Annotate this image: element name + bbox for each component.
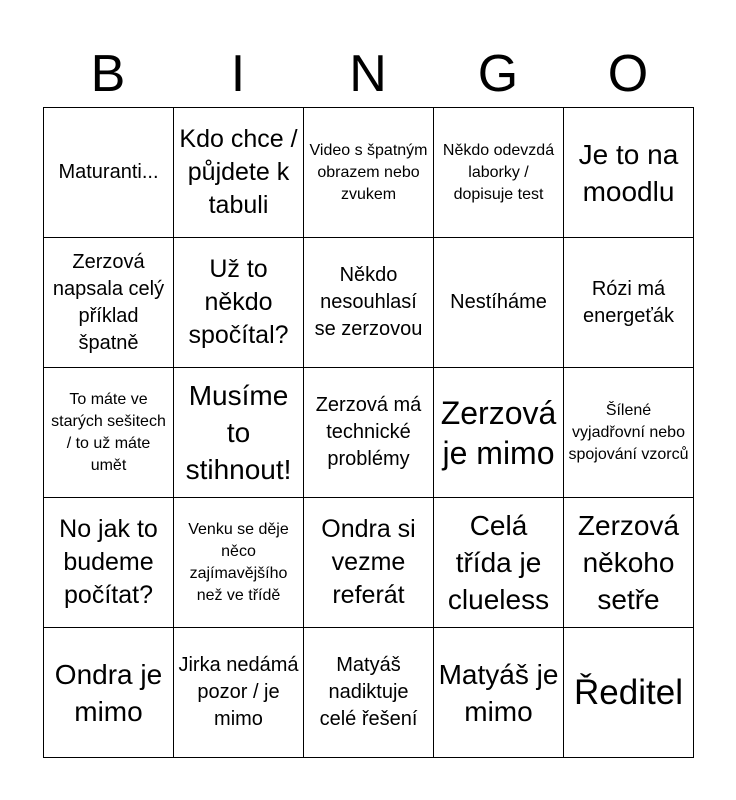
bingo-cell-r3c4[interactable]: [434, 368, 564, 498]
cell-text: Zerzová je mimo: [440, 394, 557, 471]
bingo-cell-r3c2[interactable]: [174, 368, 304, 498]
bingo-card: [43, 107, 694, 758]
bingo-cell-r5c4[interactable]: [434, 628, 564, 758]
bingo-cell-r1c3[interactable]: [304, 108, 434, 238]
header-letter-g: G: [477, 45, 519, 103]
header-letter-n: N: [349, 45, 387, 103]
cell-text: Už to někdo spočítal?: [188, 255, 289, 349]
bingo-cell-r4c1[interactable]: [44, 498, 174, 628]
cell-text: Celá třída je clueless: [447, 510, 550, 615]
cell-text: Video s špatným obrazem nebo zvukem: [309, 141, 428, 203]
cell-text: Zerzová má technické problémy: [315, 394, 422, 470]
cell-text: Zerzová napsala celý příklad špatně: [52, 250, 165, 354]
bingo-cell-r4c4[interactable]: [434, 498, 564, 628]
cell-text: Je to na moodlu: [578, 138, 679, 207]
cell-text: Matyáš je mimo: [438, 658, 559, 727]
bingo-cell-r2c2[interactable]: [174, 238, 304, 368]
cell-text: Někdo odevzdá laborky / dopisuje test: [442, 141, 555, 203]
cell-text: Nestíháme: [450, 291, 547, 313]
header-letter-i: I: [230, 45, 246, 103]
bingo-cell-r2c3[interactable]: [304, 238, 434, 368]
bingo-cell-r3c5[interactable]: [564, 368, 694, 498]
header-letter-o: O: [607, 45, 649, 103]
bingo-cell-r2c5[interactable]: [564, 238, 694, 368]
bingo-cell-r4c3[interactable]: [304, 498, 434, 628]
bingo-cell-r3c1[interactable]: [44, 368, 174, 498]
bingo-cell-r4c5[interactable]: [564, 498, 694, 628]
cell-text: Jirka nedámá pozor / je mimo: [178, 654, 299, 730]
cell-text: To máte ve starých sešitech / to už máte umět: [51, 390, 166, 474]
cell-text: Rózi má energeťák: [583, 277, 674, 327]
cell-text: Matyáš nadiktuje celé řešení: [319, 654, 418, 730]
bingo-cell-r5c1[interactable]: [44, 628, 174, 758]
bingo-cell-r5c3[interactable]: [304, 628, 434, 758]
cell-text: Ondra si vezme referát: [321, 515, 416, 609]
bingo-header: [43, 40, 693, 108]
bingo-cell-r2c1[interactable]: [44, 238, 174, 368]
header-letter-b: B: [90, 45, 126, 103]
cell-text: Musíme to stihnout!: [185, 380, 292, 485]
cell-text: Maturanti...: [58, 161, 159, 183]
cell-text: Ondra je mimo: [54, 658, 163, 727]
bingo-cell-r5c2[interactable]: [174, 628, 304, 758]
cell-text: Zerzová někoho setře: [577, 510, 680, 615]
cell-text: Někdo nesouhlasí se zerzovou: [314, 264, 423, 340]
cell-text: No jak to budeme počítat?: [59, 515, 158, 609]
bingo-cell-r4c2[interactable]: [174, 498, 304, 628]
bingo-cell-r2c4[interactable]: [434, 238, 564, 368]
bingo-cell-r1c4[interactable]: [434, 108, 564, 238]
bingo-cell-r1c2[interactable]: [174, 108, 304, 238]
cell-text: Venku se děje něco zajímavějšího než ve třídě: [188, 520, 289, 604]
cell-text: Šílené vyjadřovní nebo spojování vzorců: [568, 401, 689, 463]
bingo-cell-r5c5[interactable]: [564, 628, 694, 758]
bingo-cell-r3c3[interactable]: [304, 368, 434, 498]
bingo-cell-r1c5[interactable]: [564, 108, 694, 238]
cell-text: Kdo chce / půjdete k tabuli: [179, 125, 298, 219]
bingo-cell-r1c1[interactable]: [44, 108, 174, 238]
cell-text: Ředitel: [574, 672, 683, 712]
